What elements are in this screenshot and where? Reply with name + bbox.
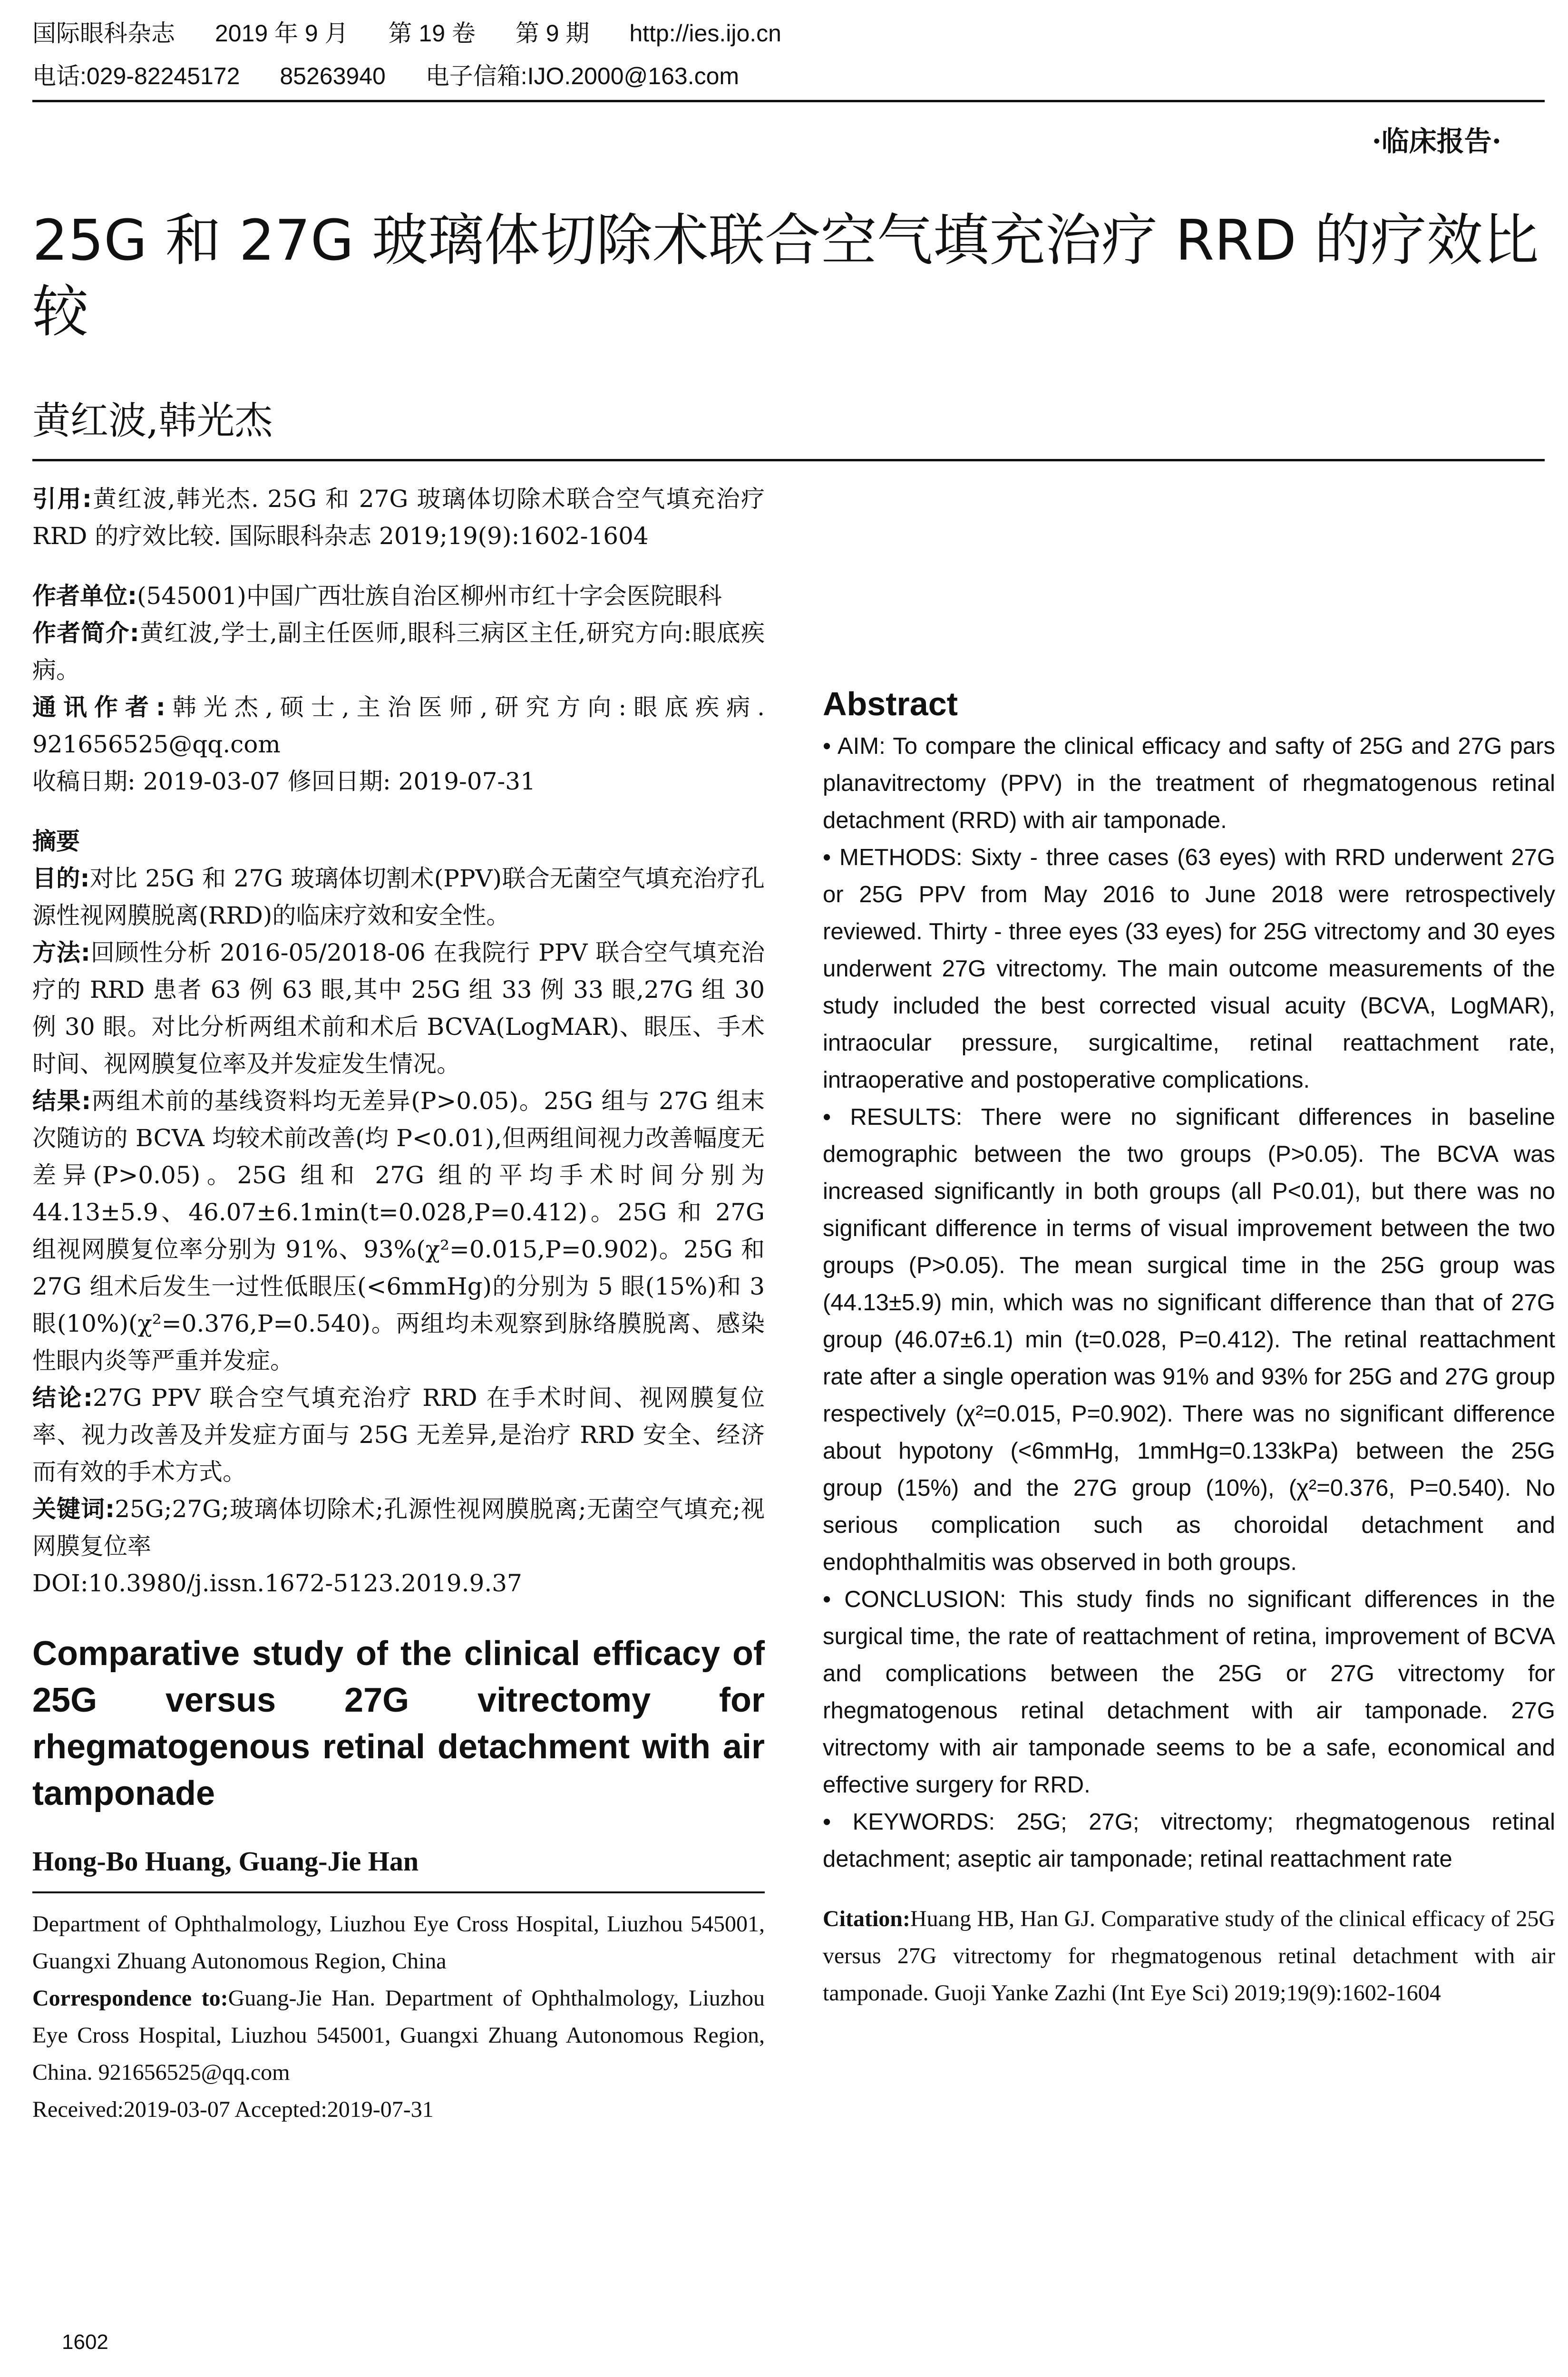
received-accepted: Received:2019-03-07 Accepted:2019-07-31 — [32, 2097, 434, 2122]
abstract-aim: • AIM: To compare the clinical efficacy and safty of 25G and 27G pars planavitrectomy (PPV) in the treatment of rhegmatogenous retinal detachment (RRD) with air tamponade. — [823, 733, 1555, 833]
abstract-keywords: • KEYWORDS: 25G; 27G; vitrectomy; rhegmatogenous retinal detachment; aseptic air tamponade; retinal reattachment rate — [823, 1809, 1555, 1872]
issue-date: 2019 年 9 月 — [214, 20, 349, 47]
journal-phone2: 85263940 — [280, 63, 386, 89]
bio-label: 作者简介: — [32, 619, 139, 647]
keywords-cn-label: 关键词: — [32, 1495, 115, 1523]
methods-cn-label: 方法: — [32, 939, 90, 966]
affiliation-label: 作者单位: — [32, 582, 137, 610]
corr-text: 韩光杰,硕士,主治医师,研究方向:眼底疾病. 921656525@qq.com — [32, 693, 765, 758]
volume: 第 19 卷 — [388, 20, 476, 47]
article-title: 25G 和 27G 玻璃体切除术联合空气填充治疗 RRD 的疗效比较 — [32, 207, 1539, 344]
abstract-results: • RESULTS: There were no significant differences in baseline demographic between the two groups (P>0.05). The BCVA was increased significantly in both groups (all P<0.01), but there was no significant difference in terms of visual improvement between the two groups (P>0.05). The mean surgical time in the 25G group was (44.13±5.9) min, which was no significant difference than that of 27G group (46.07±6.1) min (t=0.028, P=0.412). The retinal reattachment rate after a single operation was 91% and 93% for 25G and 27G group respectively (χ²=0.015, P=0.902). There was no significant difference about hypotony (<6mmHg, 1mmHg=0.133kPa) between the 25G group (15%) and the 27G group (10%), (χ²=0.376, P=0.540). No serious complication such as choroidal detachment and endophthalmitis was observed in both groups. — [823, 1104, 1555, 1575]
authors-cn: 黄红波,韩光杰 — [32, 399, 273, 443]
abstract-methods: • METHODS: Sixty - three cases (63 eyes) with RRD underwent 27G or 25G PPV from May 2016 to June 2018 were retrospectively reviewed. Thirty - three eyes (33 eyes) for 25G vitrectomy and 30 eyes underwent 27G vitrectomy. The main outcome measurements of the study included the best corrected visual acuity (BCVA, LogMAR), intraocular pressure, surgicaltime, retinal reattachment rate, intraoperative and postoperative complications. — [823, 845, 1555, 1093]
author-info-cn — [32, 577, 765, 800]
issue-number: 第 9 期 — [515, 20, 590, 47]
abstract-heading: Abstract — [823, 685, 958, 722]
author-divider — [32, 1891, 765, 1893]
journal-email[interactable]: 电子信箱:IJO.2000@163.com — [425, 63, 740, 89]
english-affiliation-block — [32, 1906, 765, 2128]
correspondence-text: Guang-Jie Han. Department of Ophthalmology, Liuzhou Eye Cross Hospital, Liuzhou 545001, Guangxi Zhuang Autonomous Region, China. 921656525@qq.com — [32, 1986, 765, 2085]
abstract-conclusion: • CONCLUSION: This study finds no significant differences in the surgical time, the rate of reattachment of retina, improvement of BCVA and complications between the 25G or 27G vitrectomy for rhegmatogenous retinal detachment with air tamponade. 27G vitrectomy with air tamponade seems to be a safe, economical and effective surgery for RRD. — [823, 1587, 1555, 1798]
bio-text: 黄红波,学士,副主任医师,眼科三病区主任,研究方向:眼底疾病。 — [32, 619, 765, 684]
english-authors: Hong-Bo Huang, Guang-Jie Han — [32, 1846, 419, 1877]
citation-cn — [32, 480, 765, 555]
aim-cn-label: 目的: — [32, 865, 90, 892]
doi[interactable]: DOI:10.3980/j.issn.1672-5123.2019.9.37 — [32, 1569, 522, 1597]
abstract-en — [823, 728, 1555, 1878]
conclusion-cn: 27G PPV 联合空气填充治疗 RRD 在手术时间、视网膜复位率、视力改善及并发症方面与 25G 无差异,是治疗 RRD 安全、经济而有效的手术方式。 — [32, 1384, 765, 1486]
journal-header-line2 — [32, 62, 772, 90]
corr-label: 通讯作者: — [32, 693, 166, 721]
section-tag: ·临床报告· — [1372, 125, 1501, 157]
left-column — [32, 480, 765, 2128]
journal-header-line1 — [32, 19, 815, 48]
journal-phone: 电话:029-82245172 — [32, 63, 240, 89]
journal-name: 国际眼科杂志 — [32, 20, 175, 47]
citation-cn-text: 黄红波,韩光杰. 25G 和 27G 玻璃体切除术联合空气填充治疗 RRD 的疗效比较. 国际眼科杂志 2019;19(9):1602-1604 — [32, 485, 765, 550]
dates-cn: 收稿日期: 2019-03-07 修回日期: 2019-07-31 — [32, 768, 536, 795]
english-title: Comparative study of the clinical efficacy of 25G versus 27G vitrectomy for rhegmatogenous retinal detachment with air tamponade — [32, 1635, 765, 1812]
journal-url[interactable]: http://ies.ijo.cn — [629, 20, 781, 47]
page-number: 1602 — [62, 2330, 108, 2354]
title-rule — [32, 459, 1545, 461]
abstract-cn-heading: 摘要 — [32, 828, 80, 855]
abstract-cn — [32, 823, 765, 1602]
affiliation-text: (545001)中国广西壮族自治区柳州市红十字会医院眼科 — [137, 582, 722, 610]
header-rule — [32, 100, 1545, 102]
keywords-cn: 25G;27G;玻璃体切除术;孔源性视网膜脱离;无菌空气填充;视网膜复位率 — [32, 1495, 765, 1560]
conclusion-cn-label: 结论: — [32, 1384, 93, 1412]
results-cn-label: 结果: — [32, 1087, 91, 1115]
citation-en — [823, 1900, 1555, 2012]
citation-cn-label: 引用: — [32, 485, 92, 513]
aim-cn: 对比 25G 和 27G 玻璃体切割术(PPV)联合无菌空气填充治疗孔源性视网膜脱离(RRD)的临床疗效和安全性。 — [32, 865, 765, 929]
right-column — [823, 666, 1555, 2012]
methods-cn: 回顾性分析 2016-05/2018-06 在我院行 PPV 联合空气填充治疗的 RRD 患者 63 例 63 眼,其中 25G 组 33 例 33 眼,27G 组 30 例 30 眼。对比分析两组术前和术后 BCVA(LogMAR)、眼压、手术时间、视网膜复位率及并发症发生情况。 — [32, 939, 765, 1078]
correspondence-label: Correspondence to: — [32, 1986, 228, 2011]
english-department: Department of Ophthalmology, Liuzhou Eye Cross Hospital, Liuzhou 545001, Guangxi Zhuang Autonomous Region, China — [32, 1911, 765, 1974]
results-cn: 两组术前的基线资料均无差异(P>0.05)。25G 组与 27G 组末次随访的 BCVA 均较术前改善(均 P<0.01),但两组间视力改善幅度无差异(P>0.05)。25G 组和 27G 组的平均手术时间分别为 44.13±5.9、46.07±6.1min(t=0.028,P=0.412)。25G 和 27G 组视网膜复位率分别为 91%、93%(χ²=0.015,P=0.902)。25G 和 27G 组术后发生一过性低眼压(<6mmHg)的分别为 5 眼(15%)和 3 眼(10%)(χ²=0.376,P=0.540)。两组均未观察到脉络膜脱离、感染性眼内炎等严重并发症。 — [32, 1087, 765, 1374]
citation-en-label: Citation: — [823, 1906, 910, 1931]
citation-en-text: Huang HB, Han GJ. Comparative study of the clinical efficacy of 25G versus 27G vitrectomy for rhegmatogenous retinal detachment with air tamponade. Guoji Yanke Zazhi (Int Eye Sci) 2019;19(9):1602-1604 — [823, 1906, 1555, 2006]
